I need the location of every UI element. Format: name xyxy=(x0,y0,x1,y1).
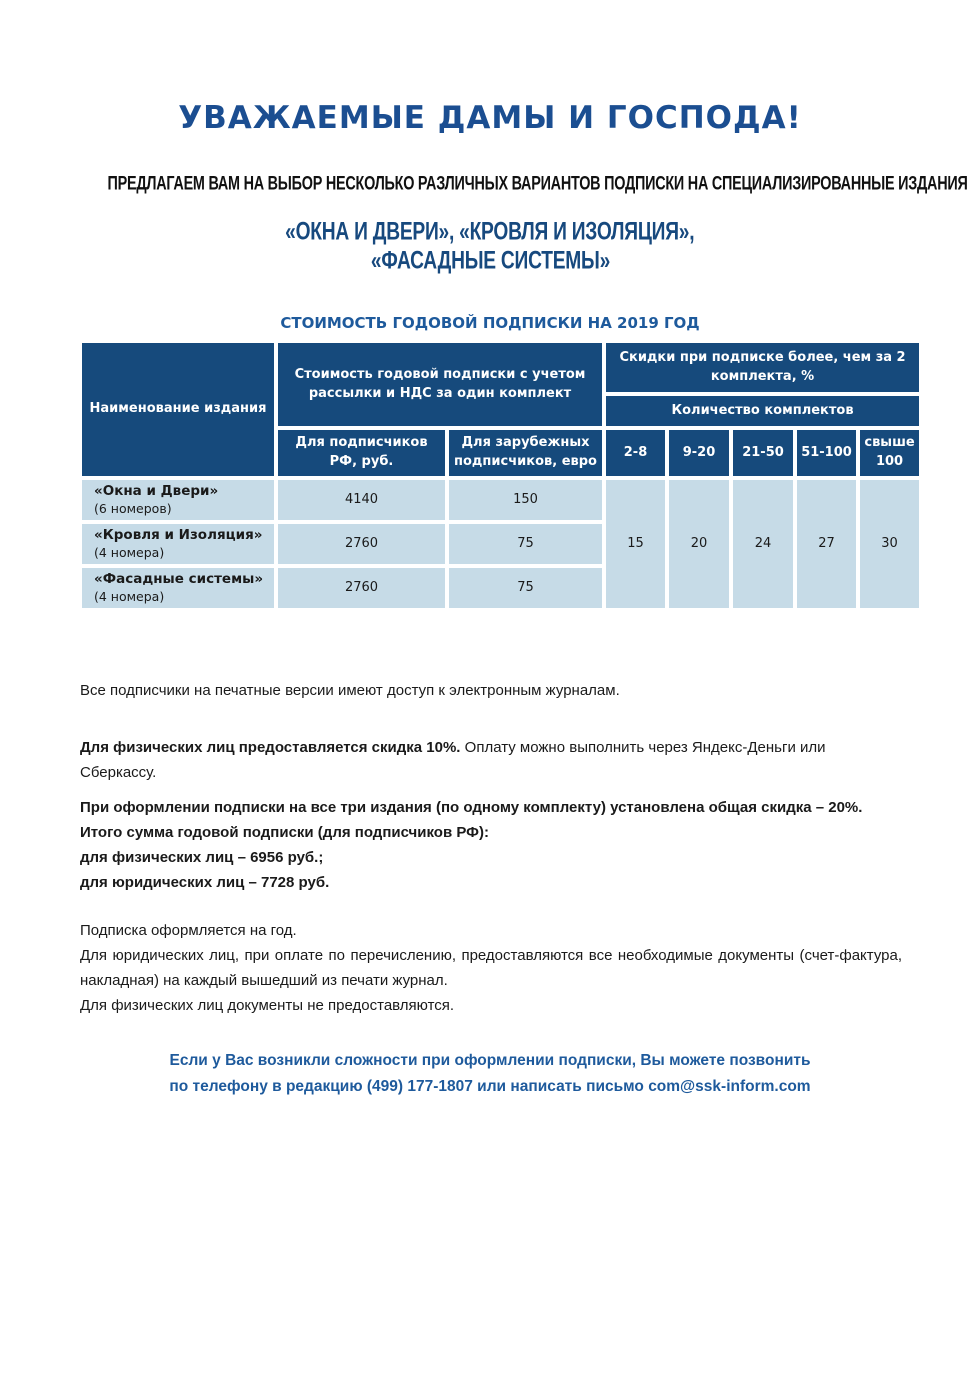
edition-name-cell xyxy=(80,566,276,610)
discount-cell-5: 30 xyxy=(858,478,921,610)
editions-heading xyxy=(0,219,980,277)
header-range-5: свыше 100 xyxy=(858,428,921,478)
edition-name: «Фасадные системы» xyxy=(94,571,264,588)
note-total-line-4: для юридических лиц – 7728 руб. xyxy=(80,874,330,891)
editions-line-2: «ФАСАДНЫЕ СИСТЕМЫ» xyxy=(370,246,610,275)
note-terms-line-3: Для физических лиц документы не предоставляются. xyxy=(80,997,455,1014)
edition-name-cell xyxy=(80,478,276,522)
intro-text: ПРЕДЛАГАЕМ ВАМ НА ВЫБОР НЕСКОЛЬКО РАЗЛИЧНЫХ ВАРИАНТОВ ПОДПИСКИ НА СПЕЦИАЛИЗИРОВАННЫЕ ИЗДАНИЯ xyxy=(107,172,968,194)
note-discount-bold: Для физических лиц предоставляется скидка 10%. xyxy=(80,739,461,756)
price-foreign-cell: 150 xyxy=(447,478,604,522)
header-range-4: 51-100 xyxy=(795,428,858,478)
contact-line-2: по телефону в редакцию (499) 177-1807 или написать письмо com@ssk-inform.com xyxy=(169,1078,811,1095)
note-individual-discount xyxy=(80,735,902,785)
header-price-group: Стоимость годовой подписки с учетом рассылки и НДС за один комплект xyxy=(276,341,604,428)
note-terms xyxy=(80,918,902,1018)
edition-name: «Окна и Двери» xyxy=(94,483,219,500)
note-electronic-access: Все подписчики на печатные версии имеют доступ к электронным журналам. xyxy=(80,682,620,699)
discount-cell-4: 27 xyxy=(795,478,858,610)
editions-line-1: «ОКНА И ДВЕРИ», «КРОВЛЯ И ИЗОЛЯЦИЯ», xyxy=(285,217,695,246)
note-total-subscription xyxy=(80,795,902,895)
header-range-1: 2-8 xyxy=(604,428,667,478)
note-terms-line-1: Подписка оформляется на год. xyxy=(80,922,297,939)
page-title: УВАЖАЕМЫЕ ДАМЫ И ГОСПОДА! xyxy=(178,100,802,136)
discount-cell-3: 24 xyxy=(731,478,795,610)
header-quantity: Количество комплектов xyxy=(604,394,921,428)
table-row xyxy=(80,478,921,522)
note-total-line-1: При оформлении подписки на все три издания (по одному комплекту) установлена общая скидка – 20%. xyxy=(80,799,863,816)
header-price-foreign: Для зарубежных подписчиков, евро xyxy=(447,428,604,478)
header-range-2: 9-20 xyxy=(667,428,731,478)
contact-line-1: Если у Вас возникли сложности при оформлении подписки, Вы можете позвонить xyxy=(169,1052,811,1069)
header-discount-group: Скидки при подписке более, чем за 2 комплекта, % xyxy=(604,341,921,394)
header-price-rf: Для подписчиков РФ, руб. xyxy=(276,428,447,478)
price-rf-cell: 4140 xyxy=(276,478,447,522)
header-edition-name: Наименование издания xyxy=(80,341,276,478)
price-foreign-cell: 75 xyxy=(447,566,604,610)
discount-cell-1: 15 xyxy=(604,478,667,610)
edition-name-cell xyxy=(80,522,276,566)
price-rf-cell: 2760 xyxy=(276,522,447,566)
note-terms-line-2: Для юридических лиц, при оплате по перечислению, предоставляются все необходимые документы (счет-фактура, накладная) на каждый вышедший из печати журнал. xyxy=(80,947,902,989)
note-total-line-2: Итого сумма годовой подписки (для подписчиков РФ): xyxy=(80,824,489,841)
note-discount-rest: Оплату можно выполнить через Яндекс-Деньги или Сберкассу. xyxy=(80,739,826,781)
table-title: СТОИМОСТЬ ГОДОВОЙ ПОДПИСКИ НА 2019 ГОД xyxy=(280,314,700,332)
price-foreign-cell: 75 xyxy=(447,522,604,566)
subscription-price-table xyxy=(78,339,923,612)
discount-cell-2: 20 xyxy=(667,478,731,610)
intro-line xyxy=(0,173,980,194)
edition-note: (6 номеров) xyxy=(94,500,172,516)
edition-name: «Кровля и Изоляция» xyxy=(94,527,263,544)
edition-note: (4 номера) xyxy=(94,588,165,604)
contact-info xyxy=(0,1048,980,1100)
edition-note: (4 номера) xyxy=(94,544,165,560)
header-range-3: 21-50 xyxy=(731,428,795,478)
price-rf-cell: 2760 xyxy=(276,566,447,610)
note-total-line-3: для физических лиц – 6956 руб.; xyxy=(80,849,324,866)
